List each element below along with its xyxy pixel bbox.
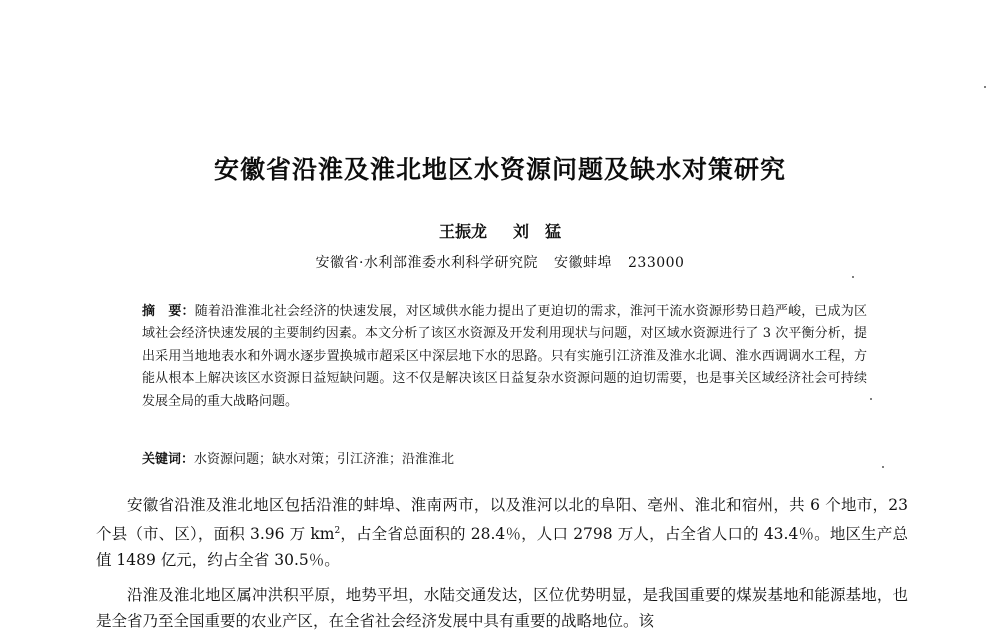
paper-title: 安徽省沿淮及淮北地区水资源问题及缺水对策研究 — [213, 155, 786, 184]
author-name: 刘 猛 — [513, 222, 562, 241]
author-name: 王振龙 — [438, 222, 487, 241]
body-paragraph-1-part-b: ，占全省总面积的 28.4％，人口 2798 万人，占全省人口的 43.4％。地区生产总值 1489 亿元，约占全省 30.5％。 — [96, 525, 908, 570]
abstract-block — [142, 301, 867, 413]
affiliation-postcode: 233000 — [628, 255, 685, 271]
body-paragraph-2: 沿淮及淮北地区属冲洪积平原，地势平坦，水陆交通发达，区位优势明显，是我国重要的煤炭基地和能源基地，也是全省乃至全国重要的农业产区，在全省社会经济发展中具有重要的战略地位。该 — [96, 586, 908, 631]
author-line — [0, 219, 1000, 242]
abstract-label: 摘 要： — [142, 304, 195, 319]
body-paragraph-1 — [96, 492, 908, 573]
unit-superscript: 2 — [334, 526, 341, 536]
scan-speck — [870, 398, 872, 400]
affiliation-line — [0, 252, 1000, 272]
keywords-block — [142, 450, 867, 470]
keywords-text: 水资源问题；缺水对策；引江济淮；沿淮淮北 — [194, 452, 455, 467]
keywords-label: 关键词： — [142, 452, 195, 467]
affiliation-city: 安徽蚌埠 — [554, 255, 612, 271]
scan-speck — [984, 86, 986, 88]
abstract-text: 随着沿淮淮北社会经济的快速发展，对区域供水能力提出了更迫切的需求，淮河干流水资源形势日趋严峻，已成为区域社会经济快速发展的主要制约因素。本文分析了该区水资源及开发利用现状与问题，对区域水资源进行了 3 次平衡分析，提出采用当地地表水和外调水逐步置换城市超采区中深层地下水的思路。只有实施引江济淮及淮水北调、淮水西调调水工程，方能从根本上解决该区水资源日益短缺问题。这不仅是解决该区日益复杂水资源问题的迫切需要，也是事关区域经济社会可持续发展全局的重大战略问题。 — [142, 304, 867, 409]
body-text — [96, 492, 908, 643]
scan-speck — [852, 276, 854, 278]
affiliation-org: 安徽省·水利部淮委水利科学研究院 — [315, 255, 538, 271]
scan-speck — [882, 466, 884, 468]
body-paragraph-1-part-a: 安徽省沿淮及淮北地区包括沿淮的蚌埠、淮南两市，以及淮河以北的阜阳、亳州、淮北和宿州，共 6 个地市，23 个县（市、区），面积 3.96 万 km — [96, 496, 908, 544]
